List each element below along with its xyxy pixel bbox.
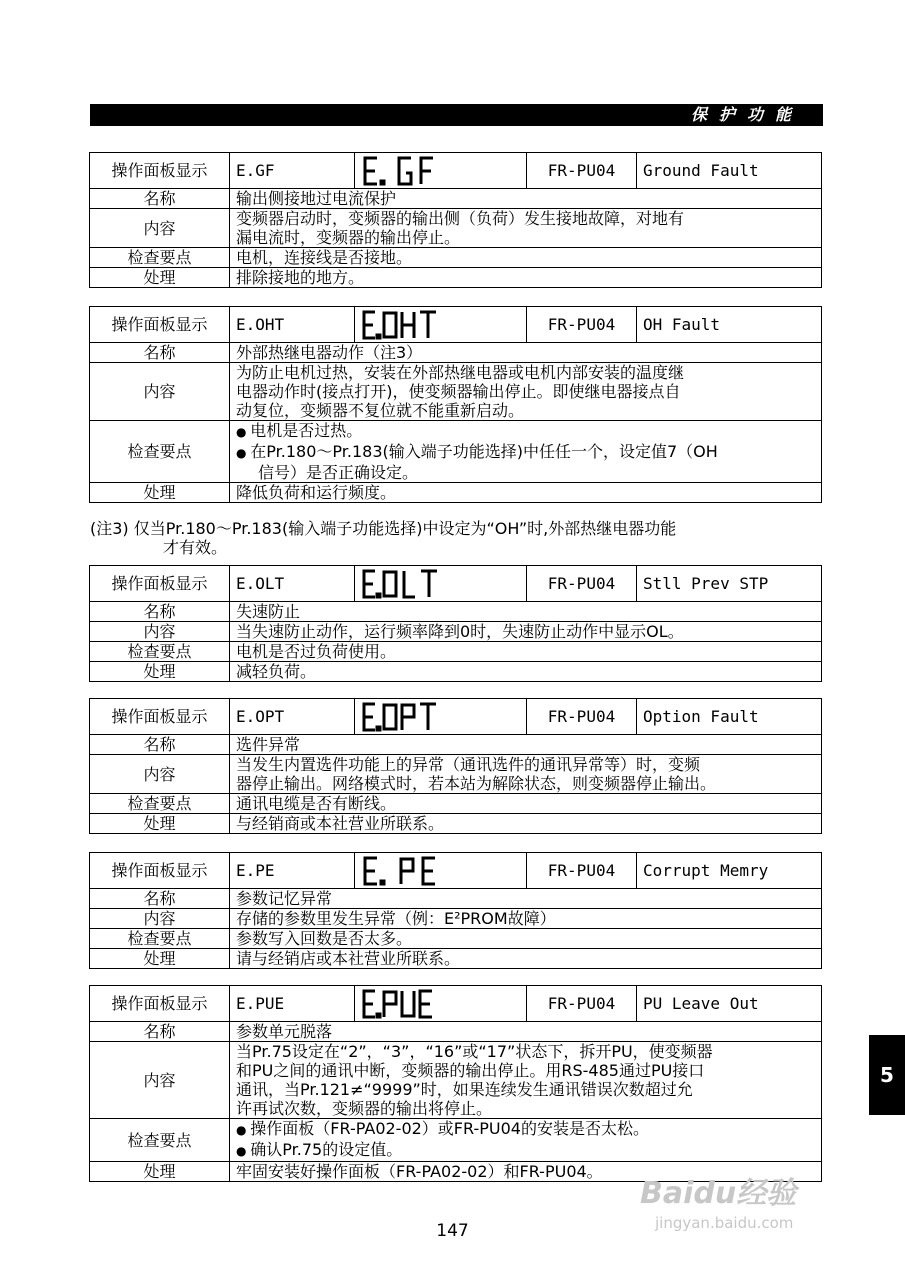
segment-display-epe <box>361 856 451 886</box>
name-value: 选件异常 <box>230 735 822 755</box>
chapter-tab: 5 <box>869 1035 905 1115</box>
action-value: 与经销商或本社营业所联系。 <box>230 814 822 834</box>
name-label: 名称 <box>90 343 230 363</box>
action-value: 降低负荷和运行频度。 <box>230 483 822 503</box>
check-value: 参数写入回数是否太多。 <box>230 929 822 949</box>
segment-display-egf <box>361 156 451 186</box>
content-label: 内容 <box>90 363 230 421</box>
name-value: 外部热继电器动作（注3） <box>230 343 822 363</box>
error-code: E.OPT <box>230 699 355 735</box>
check-label: 检查要点 <box>90 794 230 814</box>
segment-display-epue <box>361 989 451 1019</box>
content-value: 当失速防止动作，运行频率降到0时，失速防止动作中显示OL。 <box>230 622 822 642</box>
content-label: 内容 <box>90 1042 230 1119</box>
error-code: E.PE <box>230 853 355 889</box>
error-table-egf <box>89 152 822 288</box>
name-label: 名称 <box>90 889 230 909</box>
name-value: 参数记忆异常 <box>230 889 822 909</box>
action-value: 减轻负荷。 <box>230 662 822 682</box>
watermark-logo: Baidu经验 <box>640 1176 797 1211</box>
check-label: 检查要点 <box>90 248 230 268</box>
content-value: 当发生内置选件功能上的异常（通讯选件的通讯异常等）时，变频 器停止输出。网络模式时，若本站为解除状态，则变频器停止输出。 <box>230 755 822 794</box>
display-label: 操作面板显示 <box>90 307 230 343</box>
error-table-epue <box>89 985 822 1182</box>
action-label: 处理 <box>90 662 230 682</box>
name-value: 失速防止 <box>230 602 822 622</box>
error-table-eolt <box>89 565 822 682</box>
action-label: 处理 <box>90 1162 230 1182</box>
error-table-eoht <box>89 306 822 503</box>
action-value: 排除接地的地方。 <box>230 268 822 288</box>
content-label: 内容 <box>90 909 230 929</box>
pu-message: Ground Fault <box>637 153 822 189</box>
content-value: 当Pr.75设定在“2”，“3”，“16”或“17”状态下，拆开PU，使变频器 和PU之间的通讯中断，变频器的输出停止。用RS-485通过PU接口 通讯，当Pr.121≠“9999”时，如果连续发生通讯错误次数超过允 许再试次数，变频器的输出将停止。 <box>230 1042 822 1119</box>
error-code: E.GF <box>230 153 355 189</box>
segment-display <box>355 307 527 343</box>
check-value: 电机，连接线是否接地。 <box>230 248 822 268</box>
section-header-bar <box>90 104 823 126</box>
pu-message: OH Fault <box>637 307 822 343</box>
pu-message: Corrupt Memry <box>637 853 822 889</box>
check-label: 检查要点 <box>90 421 230 483</box>
pu-message: Option Fault <box>637 699 822 735</box>
error-table-epe <box>89 852 822 969</box>
name-label: 名称 <box>90 602 230 622</box>
display-label: 操作面板显示 <box>90 853 230 889</box>
display-label: 操作面板显示 <box>90 566 230 602</box>
segment-display <box>355 153 527 189</box>
segment-display <box>355 566 527 602</box>
footnote-line-1: (注3) 仅当Pr.180～Pr.183(输入端子功能选择)中设定为“OH”时,外部热继电器功能 <box>90 519 677 538</box>
error-table-eopt <box>89 698 822 834</box>
pu-model: FR-PU04 <box>527 986 637 1022</box>
display-label: 操作面板显示 <box>90 986 230 1022</box>
pu-model: FR-PU04 <box>527 153 637 189</box>
pu-model: FR-PU04 <box>527 699 637 735</box>
segment-display <box>355 853 527 889</box>
name-label: 名称 <box>90 189 230 209</box>
pu-model: FR-PU04 <box>527 853 637 889</box>
footnote-3 <box>90 519 830 557</box>
name-label: 名称 <box>90 1022 230 1042</box>
pu-message: PU Leave Out <box>637 986 822 1022</box>
action-label: 处理 <box>90 814 230 834</box>
name-value: 输出侧接地过电流保护 <box>230 189 822 209</box>
segment-display-eoht <box>361 310 451 340</box>
display-label: 操作面板显示 <box>90 153 230 189</box>
error-code: E.OHT <box>230 307 355 343</box>
action-label: 处理 <box>90 949 230 969</box>
segment-display <box>355 699 527 735</box>
name-value: 参数单元脱落 <box>230 1022 822 1042</box>
content-value: 存储的参数里发生异常（例：E²PROM故障） <box>230 909 822 929</box>
check-label: 检查要点 <box>90 929 230 949</box>
action-value: 请与经销店或本社营业所联系。 <box>230 949 822 969</box>
check-value: 通讯电缆是否有断线。 <box>230 794 822 814</box>
content-value: 变频器启动时，变频器的输出侧（负荷）发生接地故障，对地有 漏电流时，变频器的输出停止。 <box>230 209 822 248</box>
page-number: 147 <box>436 1221 469 1241</box>
pu-model: FR-PU04 <box>527 307 637 343</box>
pu-message: Stll Prev STP <box>637 566 822 602</box>
check-value: 电机是否过负荷使用。 <box>230 642 822 662</box>
check-label: 检查要点 <box>90 1119 230 1162</box>
error-code: E.OLT <box>230 566 355 602</box>
footnote-line-2: 才有效。 <box>163 538 228 557</box>
section-title: 保护功能 <box>690 105 803 124</box>
segment-display-eopt <box>361 702 451 732</box>
segment-display-eolt <box>361 569 451 599</box>
check-value: ● 操作面板（FR-PA02-02）或FR-PU04的安装是否太松。 ● 确认Pr.75的设定值。 <box>230 1119 822 1162</box>
action-value: 牢固安装好操作面板（FR-PA02-02）和FR-PU04。 <box>230 1162 822 1182</box>
content-value: 为防止电机过热，安装在外部热继电器或电机内部安装的温度继 电器动作时(接点打开)，使变频器输出停止。即使继电器接点自 动复位，变频器不复位就不能重新启动。 <box>230 363 822 421</box>
action-label: 处理 <box>90 268 230 288</box>
segment-display <box>355 986 527 1022</box>
content-label: 内容 <box>90 755 230 794</box>
content-label: 内容 <box>90 209 230 248</box>
action-label: 处理 <box>90 483 230 503</box>
pu-model: FR-PU04 <box>527 566 637 602</box>
check-label: 检查要点 <box>90 642 230 662</box>
watermark-url: jingyan.baidu.com <box>655 1214 794 1232</box>
check-value: ● 电机是否过热。 ● 在Pr.180～Pr.183(输入端子功能选择)中任任一个，设定值7（OH 信号）是否正确设定。 <box>230 421 822 483</box>
error-code: E.PUE <box>230 986 355 1022</box>
name-label: 名称 <box>90 735 230 755</box>
display-label: 操作面板显示 <box>90 699 230 735</box>
content-label: 内容 <box>90 622 230 642</box>
